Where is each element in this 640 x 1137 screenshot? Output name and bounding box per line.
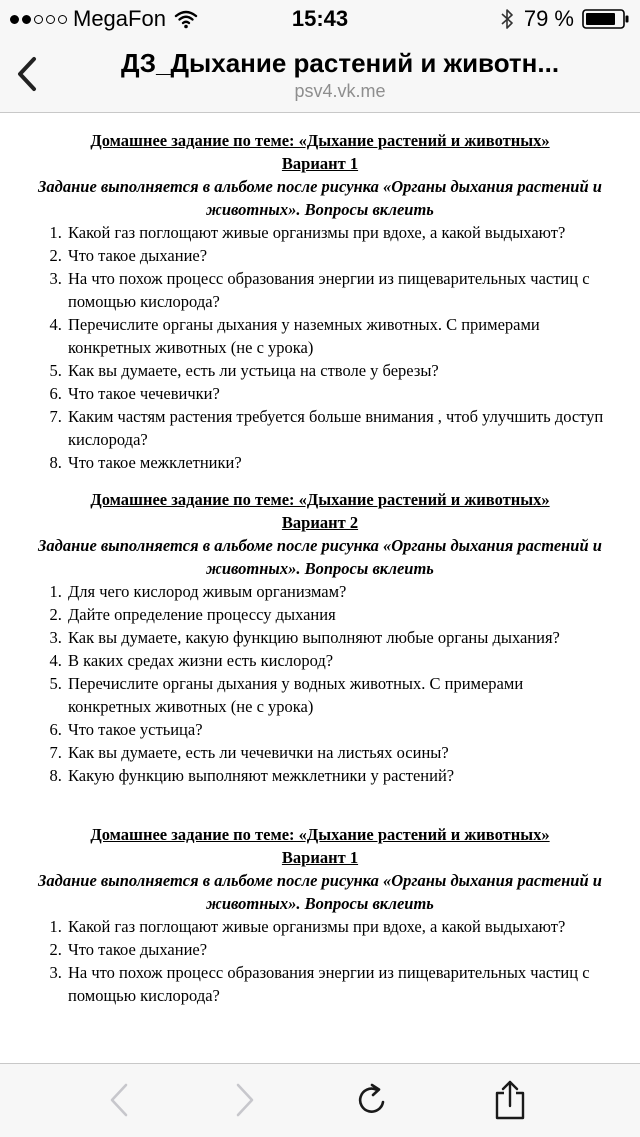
question-item: 1. Какой газ поглощают живые организмы при вдохе, а какой выдыхают? [66,221,606,244]
assignment-section [34,113,606,474]
assignment-instruction: Задание выполняется в альбоме после рисунка «Органы дыхания растений и животных». Вопросы вклеить [38,177,602,219]
back-chevron-icon[interactable] [12,54,42,94]
question-item: 3. На что похож процесс образования энергии из пищеварительных частиц с помощью кислорода? [66,267,606,313]
reload-icon[interactable] [352,1080,392,1120]
question-item: 2. Что такое дыхание? [66,244,606,267]
page-title: ДЗ_Дыхание растений и животн... [120,48,560,78]
question-item: 4. В каких средах жизни есть кислород? [66,649,606,672]
question-item: 5. Перечислите органы дыхания у водных животных. С примерами конкретных животных (не с урока) [66,672,606,718]
browser-toolbar [0,1063,640,1137]
back-arrow-icon[interactable] [100,1080,140,1120]
question-item: 3. На что похож процесс образования энергии из пищеварительных частиц с помощью кислорода? [66,961,606,1007]
document-viewer[interactable] [0,113,640,1063]
assignment-header: Домашнее задание по теме: «Дыхание растений и животных» [90,825,550,844]
status-time: 15:43 [291,6,349,31]
question-item: 2. Что такое дыхание? [66,938,606,961]
assignment-header: Домашнее задание по теме: «Дыхание растений и животных» [90,490,550,509]
variant-label: Вариант 1 [281,154,359,173]
question-item: 1. Для чего кислород живым организмам? [66,580,606,603]
assignment-instruction: Задание выполняется в альбоме после рисунка «Органы дыхания растений и животных». Вопросы вклеить [38,871,602,913]
question-list [34,580,606,787]
battery-icon [582,9,630,29]
assignment-section [34,474,606,787]
question-list [34,915,606,1007]
battery-percent: 79 % [523,6,574,31]
question-item: 3. Как вы думаете, какую функцию выполняют любые органы дыхания? [66,626,606,649]
question-item: 5. Как вы думаете, есть ли устьица на стволе у березы? [66,359,606,382]
question-item: 6. Что такое чечевички? [66,382,606,405]
question-item: 1. Какой газ поглощают живые организмы при вдохе, а какой выдыхают? [66,915,606,938]
question-item: 6. Что такое устьица? [66,718,606,741]
carrier-name: MegaFon [73,6,166,31]
status-right-group [500,6,630,32]
status-bar [0,0,640,40]
share-icon[interactable] [490,1080,530,1120]
assignment-instruction: Задание выполняется в альбоме после рисунка «Органы дыхания растений и животных». Вопросы вклеить [38,536,602,578]
question-item: 2. Дайте определение процессу дыхания [66,603,606,626]
question-item: 8. Что такое межклетники? [66,451,606,474]
question-item: 4. Перечислите органы дыхания у наземных животных. С примерами конкретных животных (не с урока) [66,313,606,359]
page-url: psv4.vk.me [294,81,386,101]
question-item: 7. Как вы думаете, есть ли чечевички на листьях осины? [66,741,606,764]
variant-label: Вариант 2 [281,513,359,532]
question-list [34,221,606,474]
assignment-header: Домашнее задание по теме: «Дыхание растений и животных» [90,131,550,150]
assignment-section [34,787,606,1007]
variant-label: Вариант 1 [281,848,359,867]
forward-arrow-icon[interactable] [224,1080,264,1120]
bluetooth-icon [500,8,514,30]
navigation-bar [0,40,640,113]
question-item: 7. Каким частям растения требуется больше внимания , чтоб улучшить доступ кислорода? [66,405,606,451]
question-item: 8. Какую функцию выполняют межклетники у растений? [66,764,606,787]
